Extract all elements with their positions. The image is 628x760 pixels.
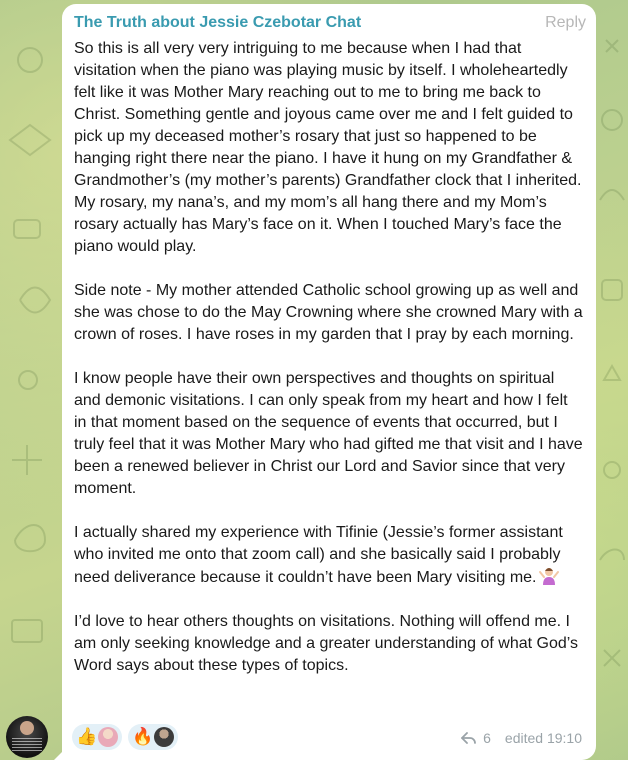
reactions-bar bbox=[72, 724, 178, 750]
message-paragraph-text: I actually shared my experience with Tifinie (Jessie’s former assistant who invited me onto that zoom call) and she basically said I probably need deliverance because it couldn’t have been Mary visiting me. bbox=[74, 524, 563, 586]
message-paragraph bbox=[74, 522, 584, 589]
reactor-avatar bbox=[98, 727, 118, 747]
reply-arrow-icon[interactable] bbox=[461, 731, 477, 745]
fire-icon: 🔥 bbox=[132, 727, 154, 747]
sender-avatar[interactable] bbox=[6, 716, 48, 758]
message-paragraph: So this is all very very intriguing to me because when I had that visitation when the piano was playing music by itself. I wholeheartedly felt like it was Mother Mary reaching out to me to bring me back to Christ. Something gentle and joyous came over me and I felt guided to pick up my deceased mother’s rosary that just so happened to be hanging right there near the piano. I have it hung on my Grandfather & Grandmother’s (my mother’s parents) Grandfather clock that I inherited. My rosary, my nana’s, and my mom’s all hang there and my Mom’s rosary actually has Mary’s face on it. When I touched Mary’s face the piano would play. bbox=[74, 40, 582, 255]
reaction-fire[interactable] bbox=[128, 724, 178, 750]
avatar-face bbox=[20, 721, 34, 735]
message-bubble[interactable] bbox=[62, 4, 596, 760]
message-header bbox=[74, 12, 584, 38]
message-text bbox=[74, 38, 584, 677]
message-paragraph: I’d love to hear others thoughts on visitations. Nothing will offend me. I am only seeking knowledge and a greater understanding of what God’s Word says about these types of topics. bbox=[74, 613, 579, 674]
avatar-text-lines bbox=[12, 738, 42, 752]
reaction-thumbs-up[interactable] bbox=[72, 724, 122, 750]
edited-timestamp: edited 19:10 bbox=[504, 730, 582, 746]
message-paragraph: I know people have their own perspectives and thoughts on spiritual and demonic visitations. I can only speak from my heart and how I felt in that moment based on the sequence of events that occurred, but I truly feel that it was Mother Mary who had gifted me that visit and I have been a renewed believer in Christ our Lord and Savior since that very moment. bbox=[74, 370, 583, 497]
reply-count[interactable]: 6 bbox=[483, 730, 491, 746]
reply-button[interactable]: Reply bbox=[545, 14, 586, 31]
message-meta bbox=[461, 730, 582, 746]
message-footer bbox=[74, 724, 584, 754]
thumbs-up-icon: 👍 bbox=[76, 727, 98, 747]
woman-shrugging-icon bbox=[539, 566, 559, 586]
sender-name[interactable]: The Truth about Jessie Czebotar Chat bbox=[74, 14, 362, 31]
reactor-avatar bbox=[154, 727, 174, 747]
message-paragraph bbox=[74, 280, 584, 346]
message-paragraph-text: Side note - My mother attended Catholic school growing up as well and she was chose to do the May Crowning where she crowned Mary with a crown of roses. I have roses in my garden that I pray by each morning. bbox=[74, 282, 583, 343]
